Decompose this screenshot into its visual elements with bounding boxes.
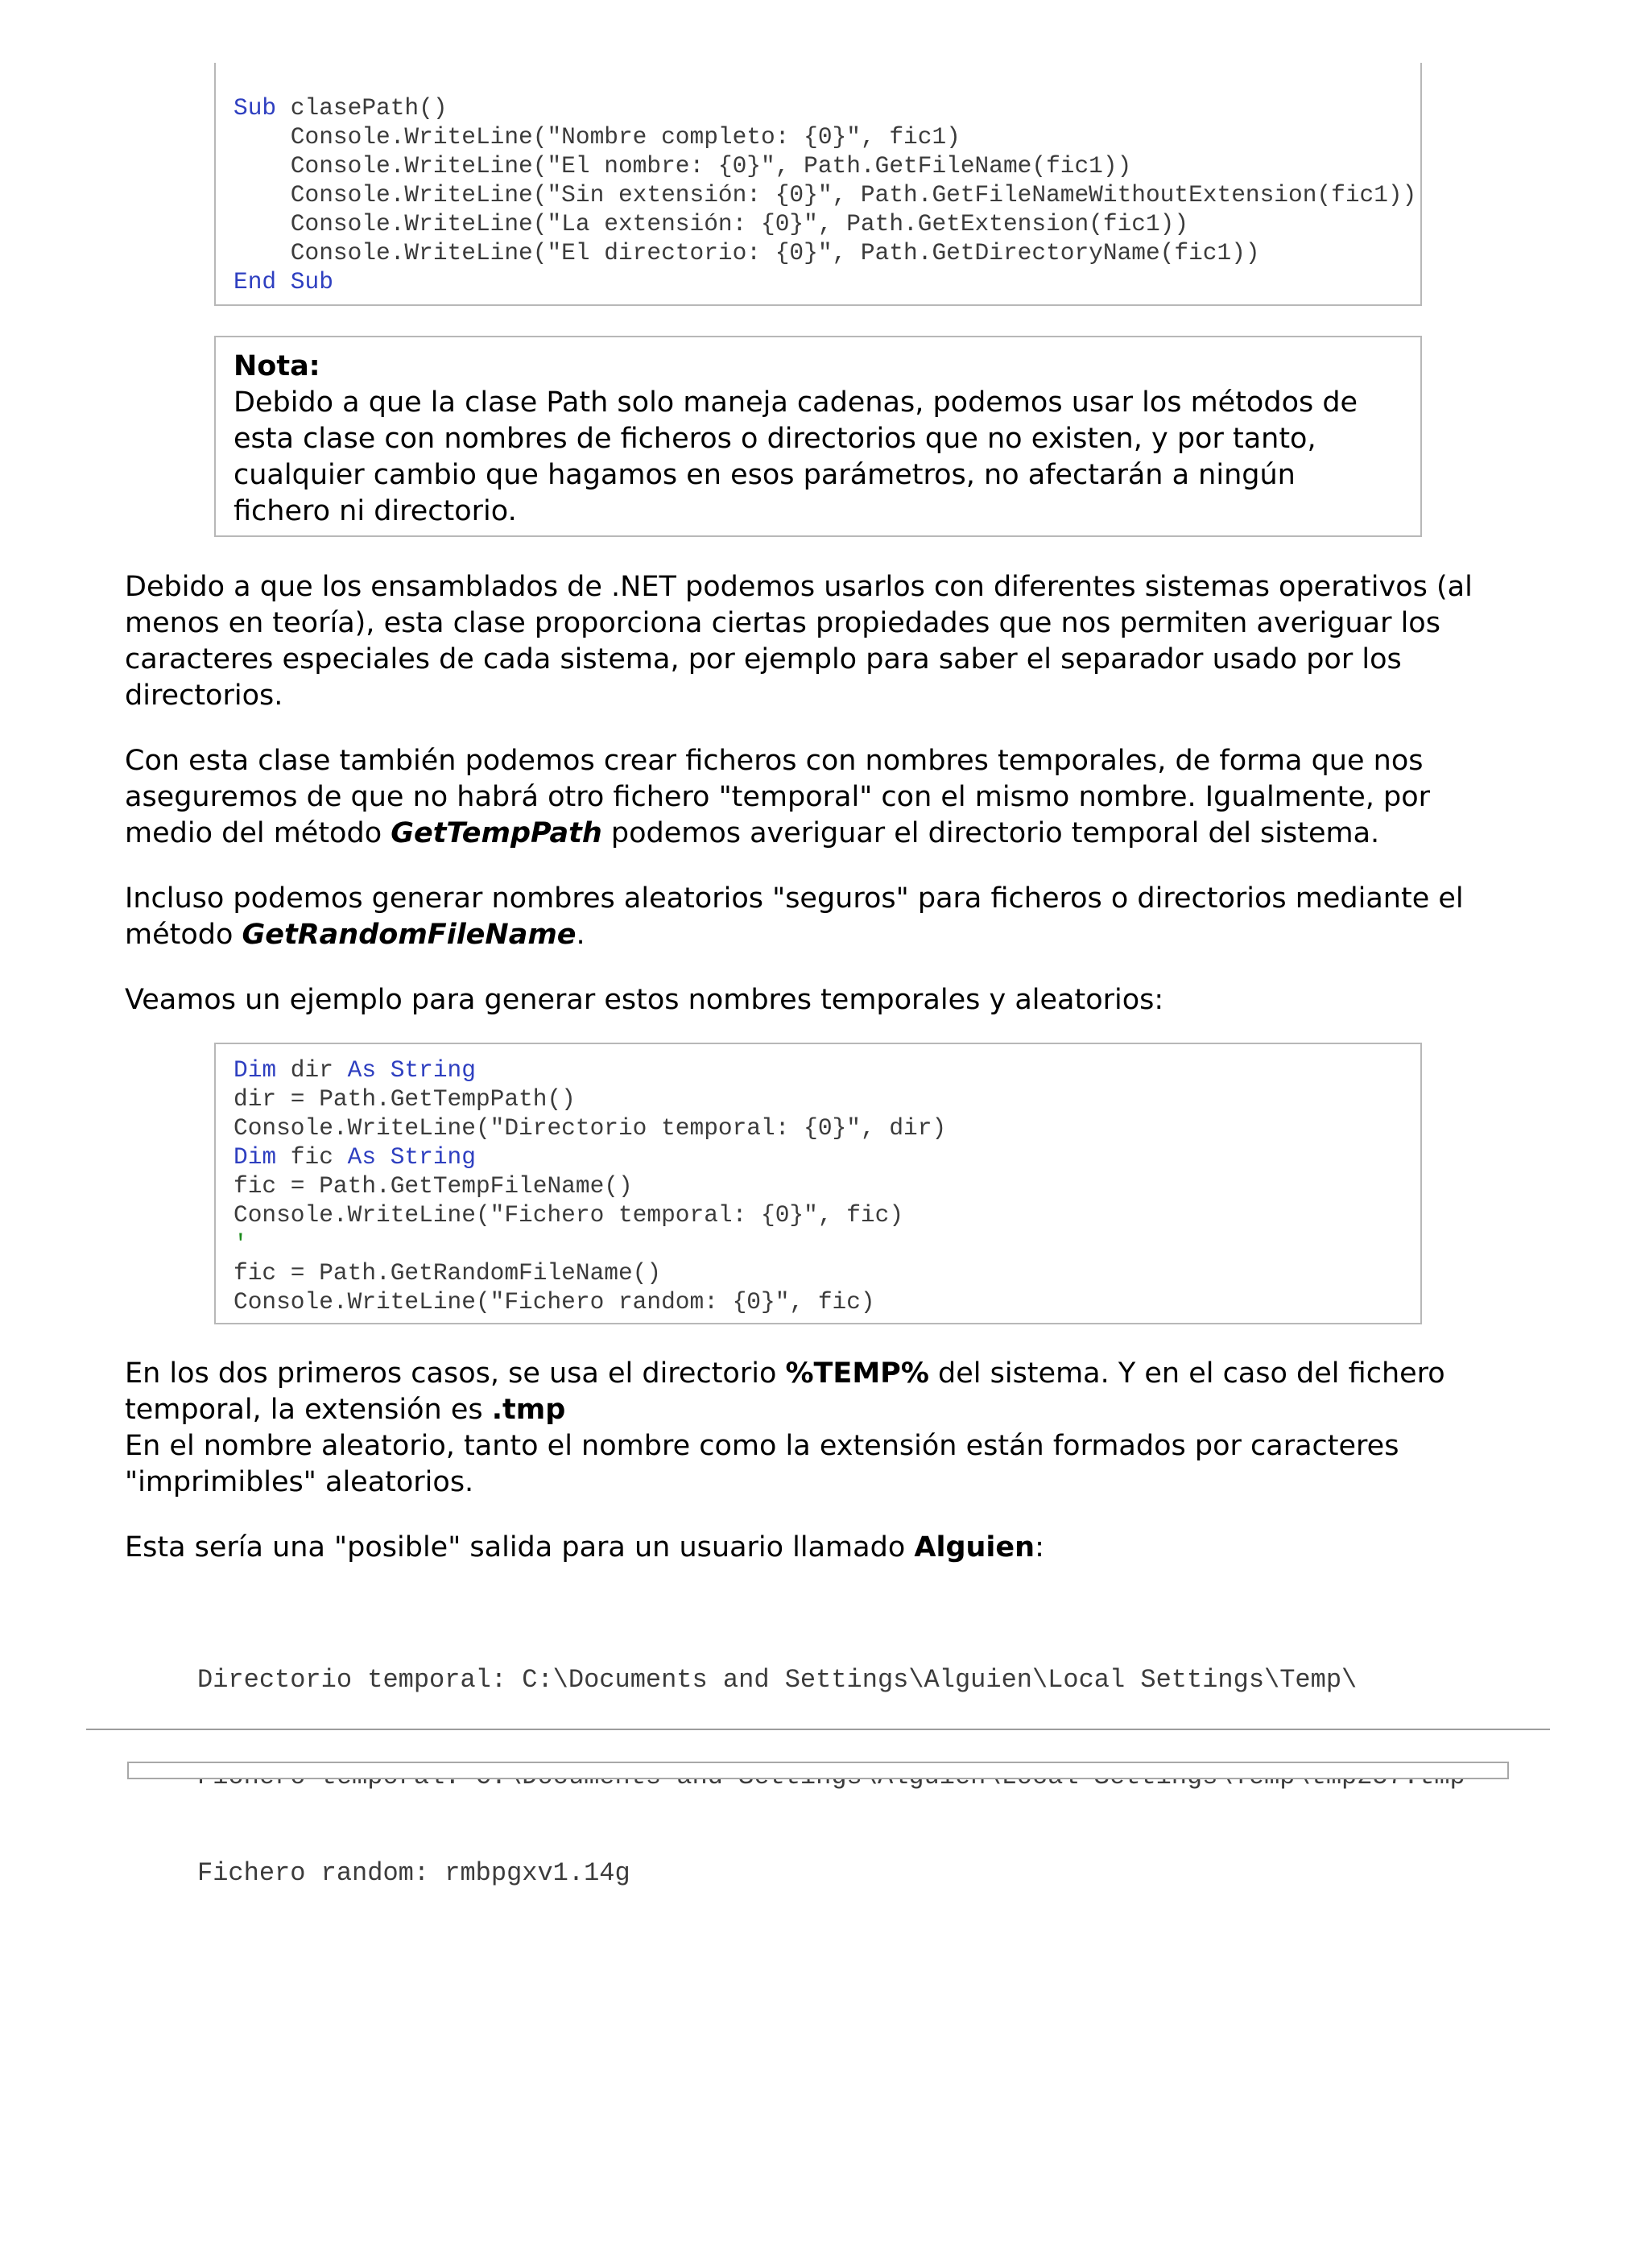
code-text <box>376 1056 391 1084</box>
code-keyword: As <box>347 1143 377 1171</box>
text-run: Esta sería una "posible" salida para un usuario llamado <box>125 1531 915 1564</box>
method-name-gettemppath: GetTempPath <box>391 817 602 849</box>
code-line: Console.WriteLine("Fichero temporal: {0}", fic) <box>234 1201 904 1229</box>
paragraph-line: aseguremos de que no habrá otro fichero "temporal" con el mismo nombre. Igualmente, por <box>125 781 1431 813</box>
code-keyword: End Sub <box>234 268 333 295</box>
code-line <box>234 1056 1420 1084</box>
text-run: temporal, la extensión es <box>125 1394 492 1426</box>
paragraph-line: caracteres especiales de cada sistema, por ejemplo para saber el separador usado por los <box>125 643 1402 675</box>
note-line: Debido a que la clase Path solo maneja cadenas, podemos usar los métodos de <box>234 386 1358 419</box>
code-line <box>234 1142 1420 1171</box>
text-run: . <box>576 919 585 951</box>
code-text: dir <box>276 1056 348 1084</box>
code-line: Console.WriteLine("Directorio temporal: {0}", dir) <box>234 1114 947 1142</box>
paragraph-random-names <box>125 881 1526 953</box>
text-run: En los dos primeros casos, se usa el directorio <box>125 1357 786 1390</box>
text-run: medio del método <box>125 817 391 849</box>
code-line: Console.WriteLine("Nombre completo: {0}", fic1) <box>234 123 961 151</box>
paragraph-line <box>125 1530 1526 1566</box>
code-text: fic <box>276 1143 348 1171</box>
code-line: Console.WriteLine("El nombre: {0}", Path.GetFileName(fic1)) <box>234 152 1132 180</box>
text-run: podemos averiguar el directorio temporal del sistema. <box>601 817 1380 849</box>
note-box <box>214 336 1422 537</box>
code-keyword: As <box>347 1056 377 1084</box>
code-comment: ' <box>234 1230 248 1258</box>
code-keyword: Sub <box>234 94 277 122</box>
code-keyword: Dim <box>234 1143 277 1171</box>
code-text <box>376 1143 391 1171</box>
note-title: Nota: <box>234 350 320 382</box>
code-line: Console.WriteLine("El directorio: {0}", Path.GetDirectoryName(fic1)) <box>234 239 1260 266</box>
code-line: fic = Path.GetTempFileName() <box>234 1172 633 1200</box>
paragraph-line: directorios. <box>125 680 283 712</box>
code-line: Console.WriteLine("La extensión: {0}", Path.GetExtension(fic1)) <box>234 210 1189 238</box>
code-keyword: Dim <box>234 1056 277 1084</box>
text-run: : <box>1035 1531 1044 1564</box>
code-line <box>234 267 1420 296</box>
text-run: del sistema. Y en el caso del fichero <box>928 1357 1445 1390</box>
code-line: Console.WriteLine("Sin extensión: {0}", Path.GetFileNameWithoutExtension(fic1)) <box>234 181 1417 209</box>
code-keyword: String <box>390 1056 476 1084</box>
paragraph-net-assemblies <box>125 569 1526 714</box>
paragraph-line: menos en teoría), esta clase proporciona ciertas propiedades que nos permiten averiguar los <box>125 607 1440 639</box>
code-block-example <box>214 1043 1422 1324</box>
note-line: cualquier cambio que hagamos en esos parámetros, no afectarán a ningún <box>234 459 1296 491</box>
code-line: dir = Path.GetTempPath() <box>234 1085 576 1113</box>
code-line <box>234 93 1420 122</box>
paragraph-line: Veamos un ejemplo para generar estos nombres temporales y aleatorios: <box>125 984 1164 1016</box>
paragraph-output-intro <box>125 1530 1526 1566</box>
horizontal-divider <box>86 1729 1550 1730</box>
method-name-getrandomfilename: GetRandomFileName <box>242 919 577 951</box>
output-line: Directorio temporal: C:\Documents and Settings\Alguien\Local Settings\Temp\ <box>197 1665 1358 1695</box>
code-block-clasepath <box>214 63 1422 306</box>
note-line: fichero ni directorio. <box>234 495 517 527</box>
text-run: método <box>125 919 242 951</box>
code-keyword: String <box>390 1143 476 1171</box>
paragraph-line <box>125 1356 1526 1392</box>
paragraph-temp-files <box>125 743 1526 852</box>
paragraph-line <box>125 1392 1526 1428</box>
paragraph-line: "imprimibles" aleatorios. <box>125 1466 474 1498</box>
paragraph-line: Incluso podemos generar nombres aleatorios "seguros" para ficheros o directorios mediante el <box>125 882 1464 915</box>
code-line: Console.WriteLine("Fichero random: {0}", fic) <box>234 1288 875 1316</box>
code-line: fic = Path.GetRandomFileName() <box>234 1259 662 1287</box>
temp-variable: %TEMP% <box>785 1357 929 1390</box>
output-line: Fichero random: rmbpgxv1.14g <box>197 1858 630 1888</box>
tmp-extension: .tmp <box>491 1394 566 1426</box>
paragraph-line: Con esta clase también podemos crear ficheros con nombres temporales, de forma que nos <box>125 745 1424 777</box>
note-line: esta clase con nombres de ficheros o directorios que no existen, y por tanto, <box>234 423 1316 455</box>
paragraph-line: En el nombre aleatorio, tanto el nombre como la extensión están formados por caracteres <box>125 1430 1399 1462</box>
footer-box <box>127 1762 1509 1779</box>
paragraph-line <box>125 816 1526 852</box>
code-text: clasePath() <box>276 94 448 122</box>
paragraph-line: Debido a que los ensamblados de .NET podemos usarlos con diferentes sistemas operativos (al <box>125 571 1473 603</box>
paragraph-example-intro <box>125 982 1526 1018</box>
paragraph-line <box>125 917 1526 953</box>
user-name: Alguien <box>914 1531 1035 1564</box>
paragraph-temp-explanation <box>125 1356 1526 1501</box>
